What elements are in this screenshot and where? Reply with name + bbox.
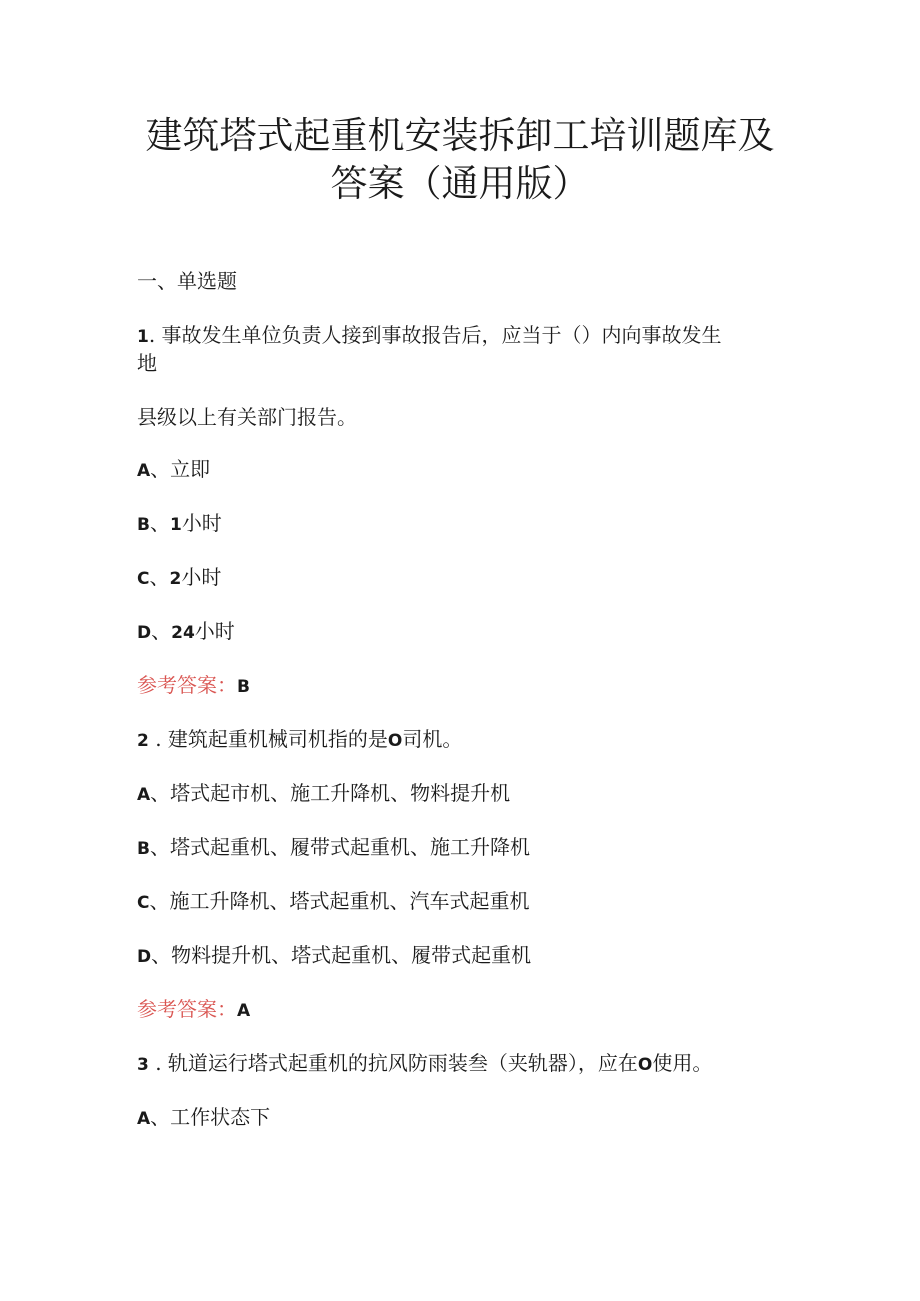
option-letter: A [137, 785, 151, 805]
option-number: 2 [169, 569, 182, 589]
question-2-option-c [137, 888, 529, 916]
question-text: . 轨道运行塔式起重机的抗风防雨装叁（夹轨器），应在 [148, 1051, 638, 1075]
question-number: 3 [137, 1055, 149, 1075]
option-separator: 、 [151, 619, 172, 643]
question-blank: O [637, 1055, 653, 1075]
option-letter: D [137, 947, 152, 967]
option-text: 工作状态下 [170, 1105, 271, 1129]
option-letter: C [137, 569, 150, 589]
document-title-line-1: 建筑塔式起重机安装拆卸工培训题库及 [145, 114, 775, 157]
question-2-option-b [137, 834, 530, 862]
question-2-option-a [137, 780, 510, 808]
option-text: 塔式起市机、施工升降机、物料提升机 [170, 781, 511, 805]
question-1-option-a [137, 456, 210, 484]
option-separator: 、 [150, 1105, 171, 1129]
question-1-stem-cont: 地 [137, 351, 157, 375]
question-1-answer [137, 672, 250, 700]
option-text: 塔式起重机、履带式起重机、施工升降机 [169, 835, 530, 859]
answer-label: 参考答案： [137, 673, 237, 697]
section-heading: 一、单选题 [137, 269, 237, 293]
option-separator: 、 [150, 781, 171, 805]
option-letter: A [137, 461, 151, 481]
option-text: 小时 [181, 565, 222, 589]
question-1-option-c [137, 564, 221, 592]
answer-value: A [237, 1001, 251, 1021]
answer-value: B [237, 677, 250, 697]
option-separator: 、 [149, 565, 170, 589]
question-2-stem [137, 726, 462, 754]
option-letter: D [137, 623, 152, 643]
question-blank: O [387, 731, 403, 751]
question-1-stem [137, 322, 722, 350]
option-text: 小时 [181, 511, 222, 535]
question-number: 2 [137, 731, 149, 751]
option-letter: A [137, 1109, 151, 1129]
question-3-option-a [137, 1104, 270, 1132]
question-text-end: 司机。 [402, 727, 463, 751]
option-separator: 、 [150, 457, 171, 481]
question-3-stem [137, 1050, 712, 1078]
option-separator: 、 [149, 889, 170, 913]
question-2-answer [137, 996, 250, 1024]
question-2-option-d [137, 942, 531, 970]
option-text: 施工升降机、塔式起重机、汽车式起重机 [169, 889, 530, 913]
question-number: 1 [137, 327, 149, 347]
option-text: 立即 [170, 457, 211, 481]
option-number: 1 [169, 515, 182, 535]
question-1-option-b [137, 510, 222, 538]
option-letter: B [137, 515, 150, 535]
option-letter: C [137, 893, 150, 913]
option-text: 物料提升机、塔式起重机、履带式起重机 [171, 943, 532, 967]
option-separator: 、 [149, 511, 170, 535]
answer-label: 参考答案： [137, 997, 237, 1021]
option-separator: 、 [151, 943, 172, 967]
option-separator: 、 [149, 835, 170, 859]
document-title-line-2: 答案（通用版） [330, 162, 590, 205]
option-number: 24 [171, 623, 195, 643]
question-text: . 建筑起重机械司机指的是 [148, 727, 388, 751]
question-1-option-d [137, 618, 235, 646]
question-text: . 事故发生单位负责人接到事故报告后，应当于（）内向事故发生 [148, 323, 722, 347]
question-1-stem-cont-2: 县级以上有关部门报告。 [137, 405, 357, 429]
option-letter: B [137, 839, 150, 859]
question-text-end: 使用。 [652, 1051, 713, 1075]
option-text: 小时 [194, 619, 235, 643]
